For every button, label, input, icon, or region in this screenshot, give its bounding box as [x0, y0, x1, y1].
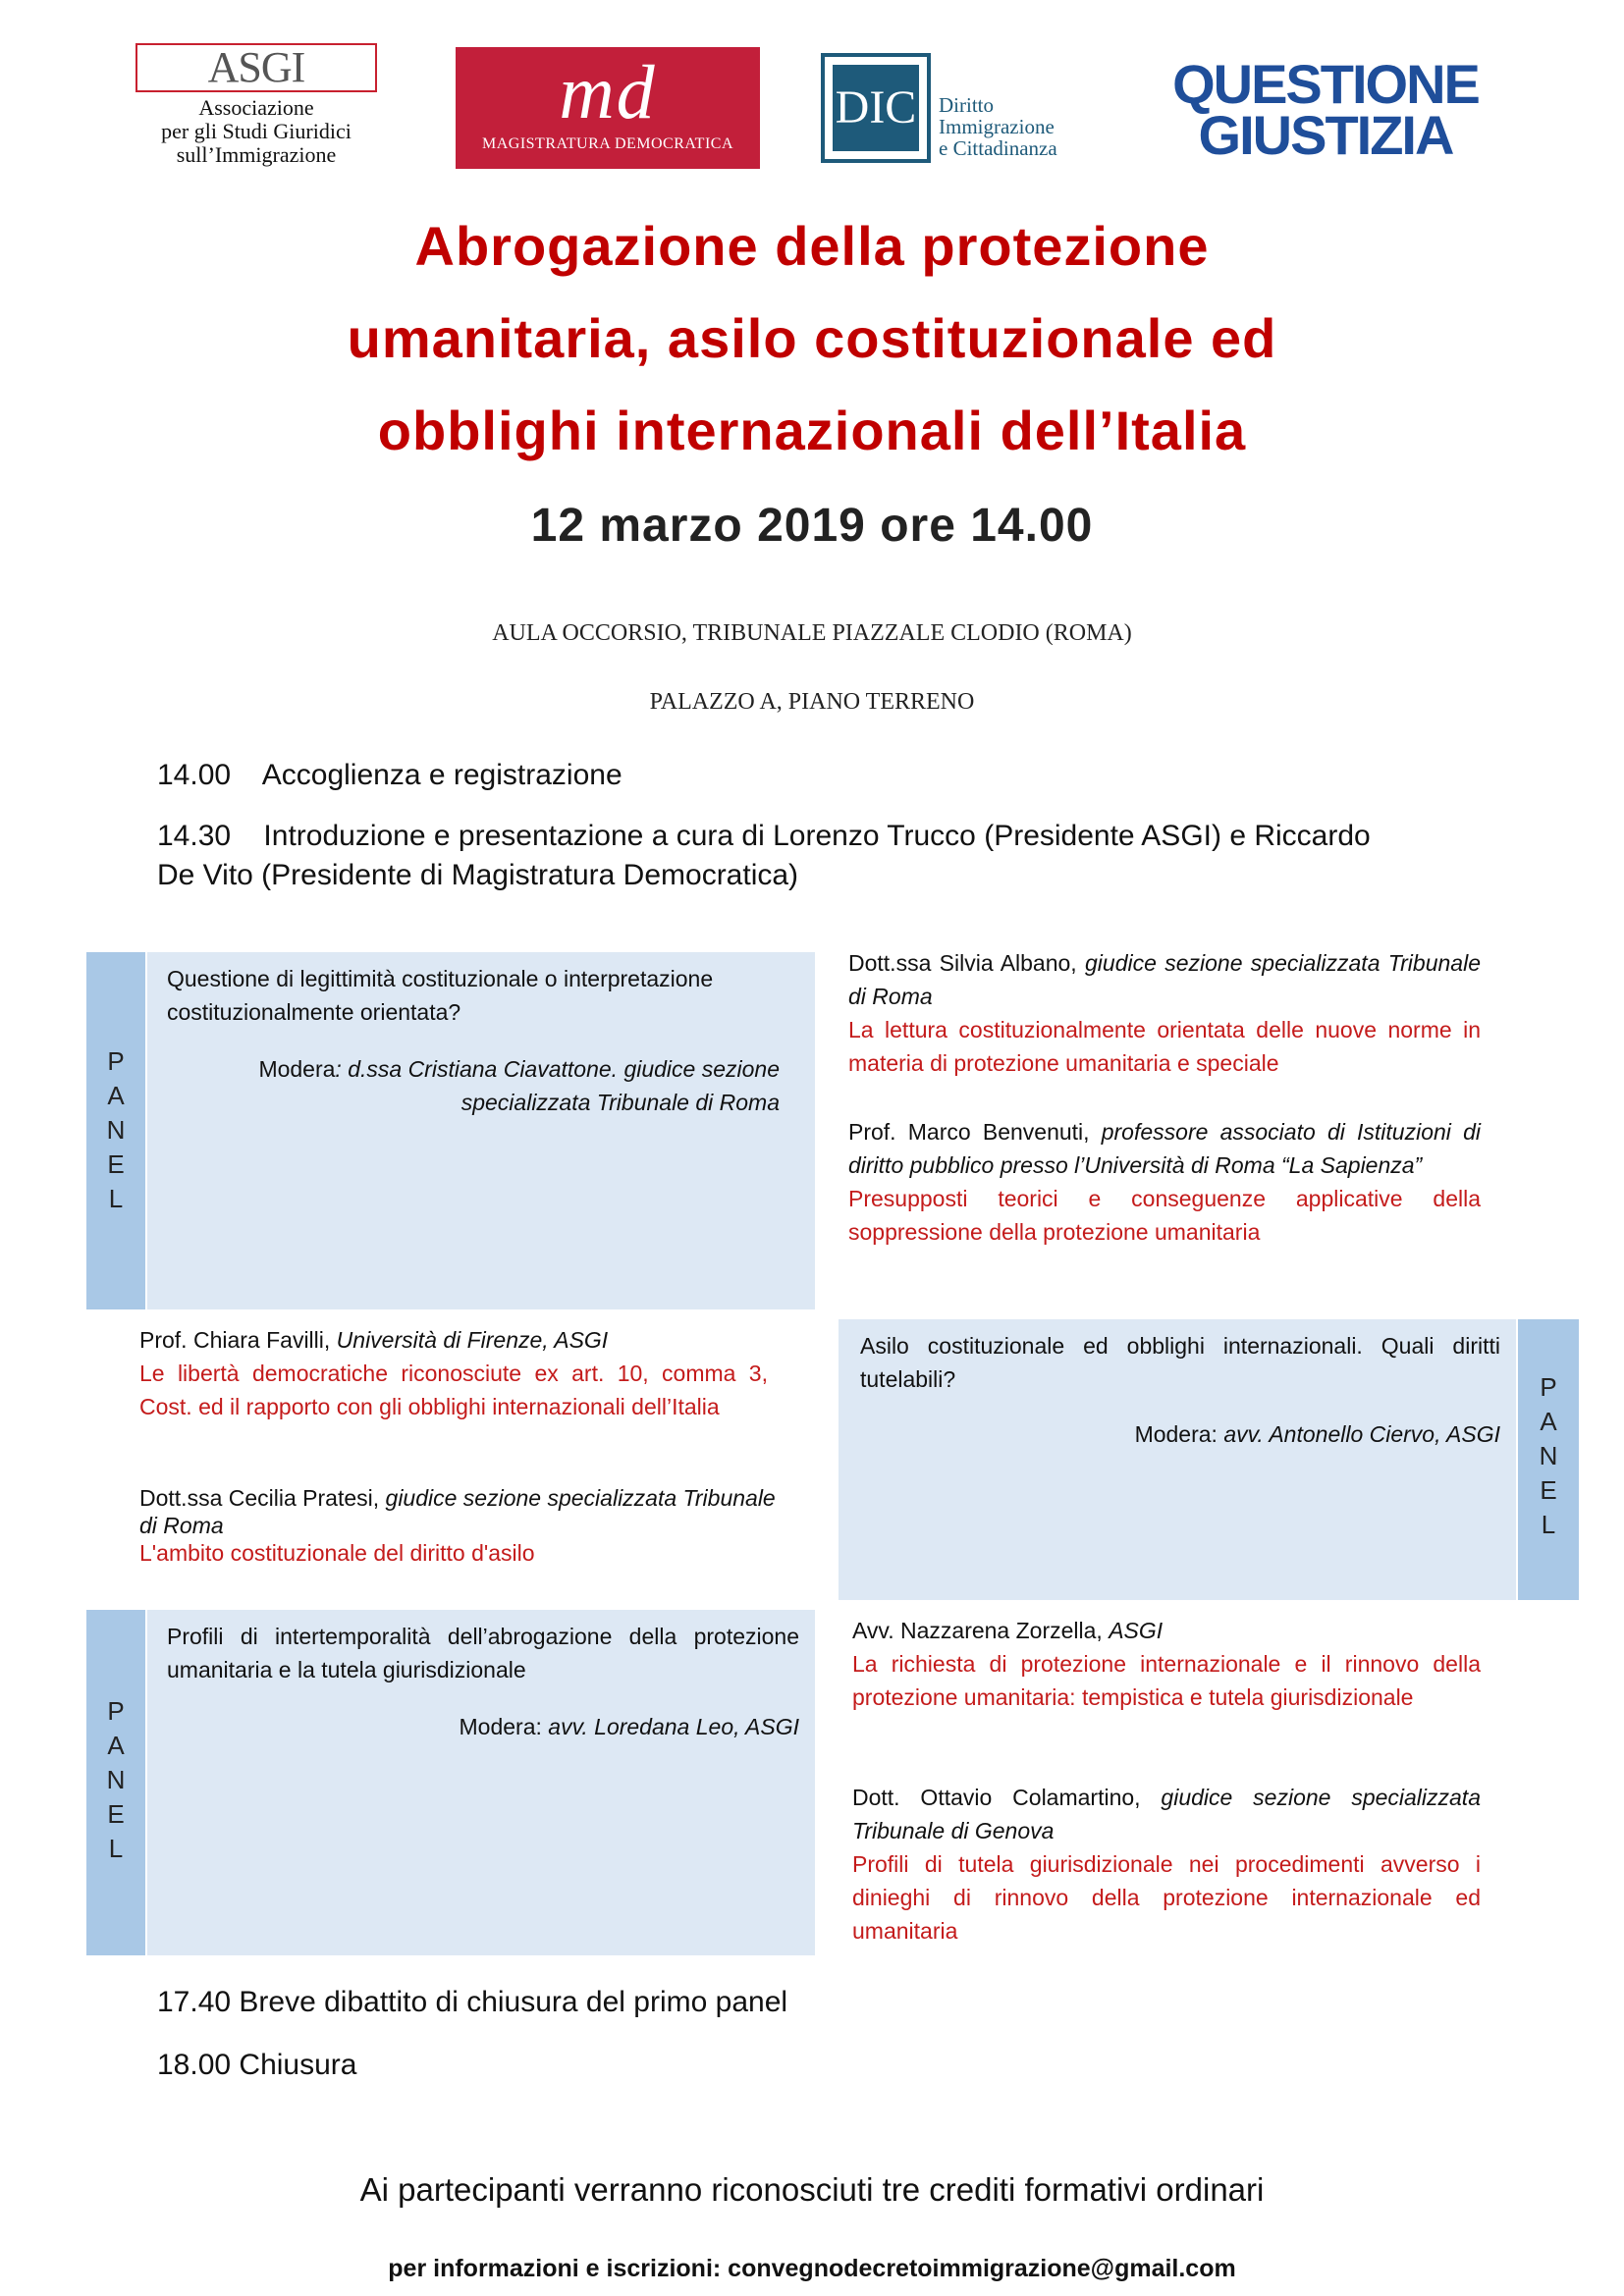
dic-mark-box: [821, 53, 931, 163]
dic-mark: DIC: [833, 65, 919, 151]
speaker-talk: Profili di tutela giurisdizionale nei procedimenti avverso i dinieghi di rinnovo della protezione internazionale ed umanitaria: [852, 1851, 1481, 1944]
questione-giustizia-logo: [1168, 53, 1483, 166]
venue-line1: AULA OCCORSIO, TRIBUNALE PIAZZALE CLODIO (ROMA): [492, 620, 1132, 646]
speaker-talk: La lettura costituzionalmente orientata delle nuove norme in materia di protezione umanitaria e speciale: [848, 1017, 1481, 1076]
speaker-role: giudice sezione specializzata Tribunale di Roma: [139, 1485, 776, 1538]
speaker-talk: Le libertà democratiche riconosciute ex art. 10, comma 3, Cost. ed il rapporto con gli obblighi internazionali dell’Italia: [139, 1361, 768, 1419]
panel3-label: P A N E L: [106, 1696, 126, 1863]
speaker-talk: Presupposti teorici e conseguenze applicative della soppressione della protezione umanitaria: [848, 1186, 1481, 1245]
panel1-question: Questione di legittimità costituzionale o interpretazione costituzionalmente orientata?: [167, 966, 714, 1025]
asgi-logo: [134, 43, 379, 181]
schedule-item-2: [157, 817, 1492, 895]
speaker-role: professore associato di Istituzioni di diritto pubblico presso l’Università di Roma “La Sapienza”: [848, 1119, 1481, 1178]
panel1-speaker-1: [848, 946, 1481, 1080]
md-caption: MAGISTRATURA DEMOCRATICA: [481, 135, 734, 152]
asgi-line2: per gli Studi Giuridici: [161, 119, 352, 143]
speaker-name: Dott.ssa Cecilia Pratesi,: [139, 1485, 386, 1511]
panel1-speaker-2: [848, 1115, 1481, 1249]
qg-line1: QUESTIONE: [1172, 53, 1479, 115]
speaker-name: Dott. Ottavio Colamartino,: [852, 1785, 1162, 1810]
panel1-box: [147, 952, 815, 1309]
speaker-talk: La richiesta di protezione internazionale e il rinnovo della protezione umanitaria: tempistica e tutela giurisdizionale: [852, 1651, 1481, 1710]
panel2-box: [839, 1319, 1516, 1600]
title-line3: obblighi internazionali dell’Italia: [377, 400, 1247, 461]
schedule-text-cont: De Vito (Presidente di Magistratura Democratica): [157, 859, 799, 891]
asgi-mark: ASGI: [135, 43, 377, 92]
speaker-name: Prof. Chiara Favilli,: [139, 1327, 337, 1353]
credits-note: Ai partecipanti verranno riconosciuti tre crediti formativi ordinari: [359, 2171, 1265, 2208]
speaker-name: Avv. Nazzarena Zorzella,: [852, 1618, 1110, 1643]
schedule-text: Accoglienza e registrazione: [261, 759, 623, 791]
panel2-question: Asilo costituzionale ed obblighi internazionali. Quali diritti tutelabili?: [860, 1333, 1500, 1392]
schedule-time: 14.00: [157, 759, 232, 791]
panel3-question: Profili di intertemporalità dell’abrogazione della protezione umanitaria e la tutela giurisdizionale: [167, 1624, 799, 1682]
venue-line2: PALAZZO A, PIANO TERRENO: [649, 689, 975, 715]
dic-line3: e Cittadinanza: [939, 136, 1057, 160]
dic-logo: [821, 51, 1106, 167]
dic-line2: Immigrazione: [939, 115, 1055, 138]
panel1-moderator: Modera: d.ssa Cristiana Ciavattone. giudice sezione specializzata Tribunale di Roma: [258, 1056, 780, 1115]
panel3-speaker-1: [852, 1614, 1481, 1714]
speaker-role: ASGI: [1109, 1618, 1164, 1643]
speaker-name: Prof. Marco Benvenuti,: [848, 1119, 1102, 1145]
panel2-speaker-2: [139, 1484, 787, 1567]
title-line2: umanitaria, asilo costituzionale ed: [347, 307, 1277, 369]
panel2-label: P A N E L: [1539, 1372, 1558, 1539]
speaker-role: Università di Firenze, ASGI: [336, 1327, 609, 1353]
contact-info: per informazioni e iscrizioni: convegnodecretoimmigrazione@gmail.com: [388, 2255, 1236, 2282]
speaker-role: giudice sezione specializzata Tribunale di Roma: [848, 950, 1481, 1009]
schedule-item-3: 17.40 Breve dibattito di chiusura del primo panel: [157, 1986, 788, 2018]
asgi-line1: Associazione: [198, 95, 314, 120]
title-line1: Abrogazione della protezione: [414, 215, 1210, 277]
dic-line1: Diritto: [939, 93, 994, 117]
schedule-time: 14.30: [157, 820, 232, 852]
event-date: 12 marzo 2019 ore 14.00: [530, 500, 1094, 552]
schedule-text: Introduzione e presentazione a cura di Lorenzo Trucco (Presidente ASGI) e Riccardo: [263, 820, 1371, 852]
asgi-line3: sull’Immigrazione: [176, 142, 337, 167]
md-mark: md: [559, 49, 657, 134]
speaker-talk: L'ambito costituzionale del diritto d'asilo: [139, 1540, 535, 1566]
panel3-box: [147, 1610, 815, 1955]
panel2-speaker-1: [139, 1323, 768, 1423]
speaker-role: giudice sezione specializzata Tribunale di Genova: [852, 1785, 1481, 1843]
panel2-moderator: Modera: avv. Antonello Ciervo, ASGI: [1134, 1421, 1500, 1447]
speaker-name: Dott.ssa Silvia Albano,: [848, 950, 1086, 976]
panel3-speaker-2: [852, 1781, 1481, 1948]
schedule-item-1: [157, 756, 623, 795]
panel1-label: P A N E L: [106, 1046, 126, 1213]
event-title: [0, 200, 1624, 477]
qg-line2: GIUSTIZIA: [1198, 104, 1453, 166]
panel3-moderator: Modera: avv. Loredana Leo, ASGI: [459, 1714, 799, 1739]
schedule-item-4: 18.00 Chiusura: [157, 2049, 357, 2081]
md-logo: [456, 47, 760, 169]
dic-text: [939, 94, 1057, 159]
